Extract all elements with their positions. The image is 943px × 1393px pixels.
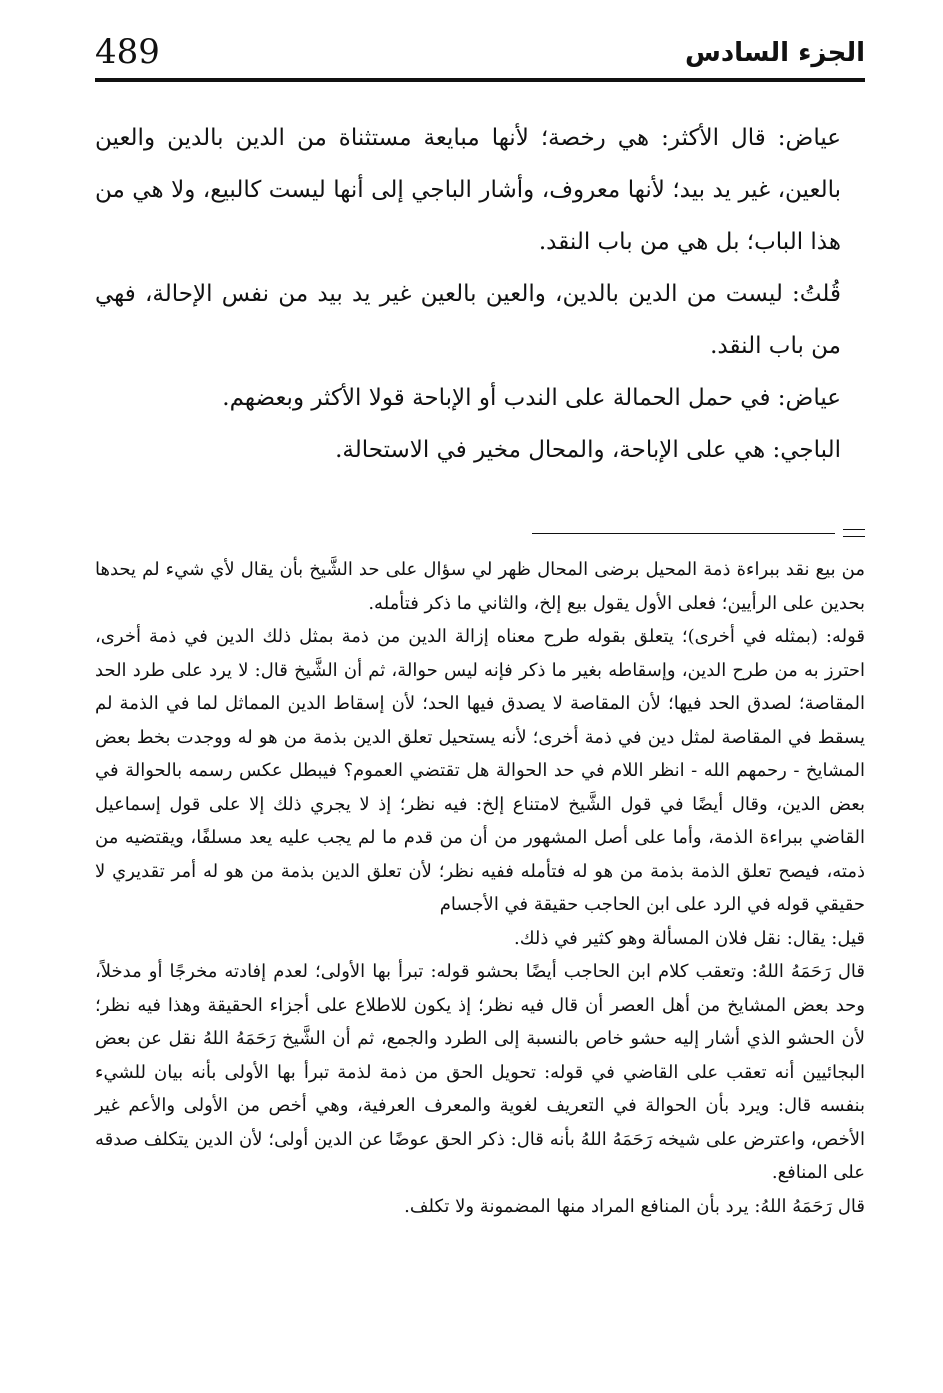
footnote-paragraph: قوله: (بمثله في أخرى)؛ يتعلق بقوله طرح معناه إزالة الدين من ذمة بمثل ذلك الدين في ذمة أخرى، احترز به من طرح الدين، وإسقاطه بغير ما ذكر فإنه ليس حوالة، ثم أن الشَّيخ قال: لا يرد على طرد الحد المقاصة؛ لصدق الحد فيها؛ لأن المقاصة لا يصدق فيها الحد؛ لأن إسقاط الدين المماثل لما في الذمة لم يسقط في المقاصة لمثل دين في ذمة أخرى؛ لأنه يستحيل تعلق الدين بذمة من هو له ووجدت بخط بعض المشايخ - رحمهم الله - انظر اللام في حد الحوالة هل تقتضي العموم؟ فيبطل عكس رسمه بالحوالة في بعض الدين، وقال أيضًا في قول الشَّيخ لامتناع إلخ: فيه نظر؛ إذ لا يجري ذلك إلا على قول إسماعيل القاضي ببراءة الذمة، وأما على أصل المشهور من أن من قدم ما لم يجب عليه يعد مسلفًا، ويقتضيه من ذمته، فيصح تعلق الذمة بذمة من هو له فتأمله ففيه نظر؛ لأن تعلق الدين بذمة من هو له أمر تقديري لا حقيقي قوله في الرد على ابن الحاجب حقيقة في الأجسام xyxy=(95,626,865,915)
main-paragraph: الباجي: هي على الإباحة، والمحال مخير في الاستحالة. xyxy=(335,437,841,463)
main-text xyxy=(95,112,865,476)
footnote-paragraph: قال رَحَمَهُ اللهُ: يرد بأن المنافع المراد منها المضمونة ولا تكلف. xyxy=(404,1195,865,1217)
main-paragraph: قُلتُ: ليست من الدين بالدين، والعين بالعين غير يد بيد من نفس الإحالة، فهي من باب النقد. xyxy=(95,281,841,359)
main-paragraph: عياض: قال الأكثر: هي رخصة؛ لأنها مبايعة مستثناة من الدين بالدين والعين بالعين، غير يد بيد؛ لأنها معروف، وأشار الباجي إلى أنها ليست كالبيع، ولا هي من هذا الباب؛ بل هي من باب النقد. xyxy=(95,125,841,255)
page-number: 489 xyxy=(95,32,160,72)
footnote-continuation-mark xyxy=(843,529,865,537)
footnote-separator-line xyxy=(532,533,835,534)
footnotes xyxy=(95,553,865,1223)
footnote-paragraph: قال رَحَمَهُ اللهُ: وتعقب كلام ابن الحاجب أيضًا بحشو قوله: تبرأ بها الأولى؛ لعدم إفادته مخرجًا أو مدخلاً، وحد بعض المشايخ من أهل العصر أن قال فيه نظر؛ إذ يكون للاطلاع على أجزاء الحقيقة وهذا فيه نظر؛ لأن الحشو الذي أشار إليه حشو خاص بالنسبة إلى الطرد والجمع، ثم أن الشَّيخ رَحَمَهُ اللهُ نقل عن بعض البجائيين أنه تعقب على القاضي في قوله: تحويل الحق من ذمة لذمة تبرأ بها الأولى بأنه بيان للشيء بنفسه قال: ويرد بأن الحوالة في التعريف لغوية والمعرف العرفية، وهي أخص من الأولى والأعم غير الأخص، واعترض على شيخه رَحَمَهُ اللهُ بأنه قال: ذكر الحق عوضًا عن الدين أولى؛ لأن الدين يتكلف صدقه على المنافع. xyxy=(95,961,865,1183)
main-paragraph: عياض: في حمل الحمالة على الندب أو الإباحة قولا الأكثر وبعضهم. xyxy=(222,385,841,411)
footnote-paragraph: من بيع نقد ببراءة ذمة المحيل برضى المحال ظهر لي سؤال على حد الشَّيخ بأن يقال لأي شيء لم يحدها بحدين على الرأيين؛ فعلى الأول يقول بيع إلخ، والثاني ما ذكر فتأمله. xyxy=(95,559,865,614)
header-rule xyxy=(95,78,865,82)
running-title: الجزء السادس xyxy=(684,38,865,68)
footnote-paragraph: قيل: يقال: نقل فلان المسألة وهو كثير في ذلك. xyxy=(514,927,865,949)
page-header xyxy=(95,30,865,82)
footnote-separator xyxy=(532,529,865,537)
